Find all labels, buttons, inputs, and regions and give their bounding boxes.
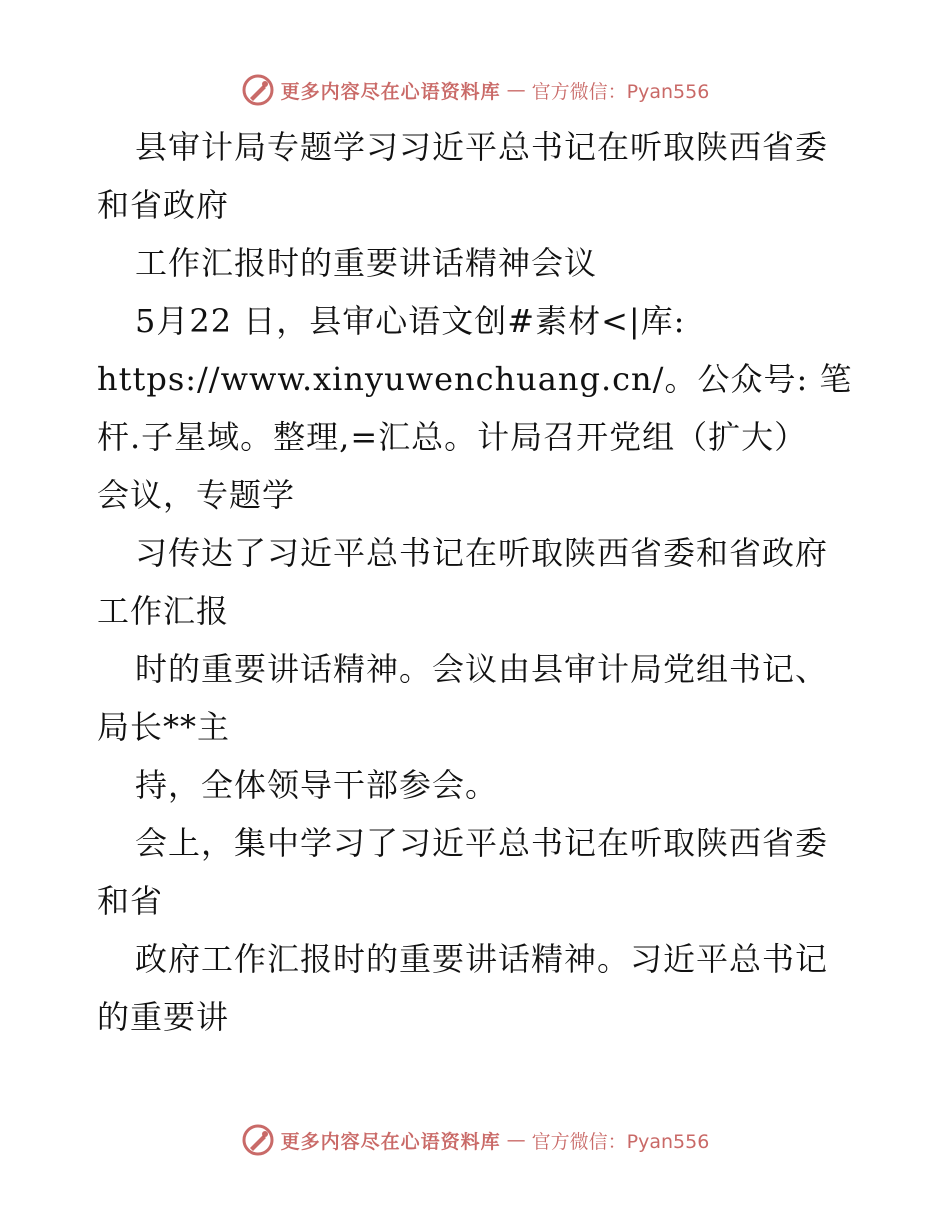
body-line: 的重要讲 xyxy=(97,998,230,1036)
pen-logo-icon xyxy=(241,1123,275,1157)
body-line: https://www.xinyuwenchuang.cn/。公众号: 笔 xyxy=(97,360,853,398)
body-line: 工作汇报 xyxy=(97,592,230,630)
header-watermark xyxy=(0,70,950,110)
body-line: 5月22 日，县审心语文创#素材<|库: xyxy=(135,302,686,340)
body-line: 政府工作汇报时的重要讲话精神。习近平总书记 xyxy=(135,940,829,978)
body-line: 和省政府 xyxy=(97,186,230,224)
pen-logo-icon xyxy=(241,73,275,107)
watermark-brand: 更多内容尽在心语资料库 xyxy=(280,80,501,103)
body-line: 县审计局专题学习习近平总书记在听取陕西省委 xyxy=(135,128,829,166)
body-line: 会议，专题学 xyxy=(97,476,296,514)
watermark-separator: — xyxy=(506,79,526,101)
watermark-contact: 官方微信：Pyan556 xyxy=(531,1130,710,1153)
body-line: 会上，集中学习了习近平总书记在听取陕西省委 xyxy=(135,824,829,862)
document-body xyxy=(97,118,857,1046)
body-line: 习传达了习近平总书记在听取陕西省委和省政府 xyxy=(135,534,829,572)
body-line: 工作汇报时的重要讲话精神会议 xyxy=(135,244,598,282)
watermark-contact: 官方微信：Pyan556 xyxy=(531,80,710,103)
watermark-separator: — xyxy=(506,1129,526,1151)
body-line: 和省 xyxy=(97,882,164,920)
body-line: 杆.子星域。整理,=汇总。计局召开党组（扩大） xyxy=(97,418,808,456)
body-line: 持，全体领导干部参会。 xyxy=(135,766,499,804)
body-line: 时的重要讲话精神。会议由县审计局党组书记、 xyxy=(135,650,829,688)
footer-watermark xyxy=(0,1120,950,1160)
body-line: 局长**主 xyxy=(97,708,231,746)
watermark-brand: 更多内容尽在心语资料库 xyxy=(280,1130,501,1153)
